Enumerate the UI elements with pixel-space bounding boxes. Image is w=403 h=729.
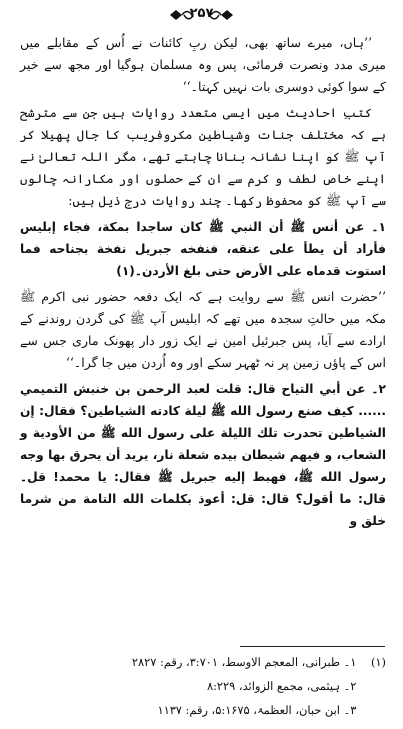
paragraph-quote-ending: ’’ہاں، میرے ساتھ بھی، لیکن ربِ کائنات نے اُس کے مقابلے میں میری مدد ونصرت فرمائی، پس وہ مسلمان ہوگیا اور مجھ سے خیر کے سوا کوئی دوسری بات نہیں کہتا۔‘‘ <box>20 35 386 94</box>
paragraph-intro: کتبِ احادیث میں ایسی متعدد روایات ہیں جن سے مترشح ہے کہ مختلف جنات وشیاطین مکروفریب کا جال پھیلا کر آپ ﷺ کو اپنا نشانہ بنانا چاہتے تھے، مگر اللہ تعالیٰ نے اپنے خاص لطف و کرم سے ان کے حملوں اور مکارانہ چالوں سے آپ ﷺ کو محفوظ رکھا۔ چند روایات درج ذیل ہیں: <box>20 105 386 208</box>
hadith-translation-1: ’’حضرت انس ﷺ سے روایت ہے کہ ایک دفعہ حضور نبی اکرم ﷺ مکہ میں حالتِ سجدہ میں تھے کہ ابلیس آپ ﷺ کی گردن روندنے کے ارادے سے آیا، پس جبرئیل امین نے ایک زور دار پھونک ماری جس سے اس کے پاؤں زمین پر نہ ٹھہر سکے اور وہ اُردن میں جا گرا۔‘‘ <box>20 289 386 370</box>
footnote-item <box>20 698 386 722</box>
footnote-separator <box>240 646 385 647</box>
footnote-item <box>20 674 386 698</box>
hadith-arabic-1: ۱۔ عن أنس ﷺ أن النبي ﷺ كان ساجدا بمكة، فجاء إبليس فأراد أن يطأ على عنقه، فنفخه جبريل نفخة بجناحه فما استوت قدماه على الأرض حتى بلغ الأردن۔(۱) <box>20 220 386 278</box>
footnote-marker: (۱) <box>370 655 386 669</box>
page-header <box>0 4 403 26</box>
footnote-text: ۱۔ طبرانی، المعجم الاوسط، ۳:۷۰۱، رقم: ۲۸۲۷ <box>131 655 357 669</box>
footnotes <box>20 650 386 722</box>
page-body <box>20 32 386 532</box>
footnote-text: ۲۔ ہیثمی، مجمع الزوائد، ۸:۲۲۹ <box>206 679 357 693</box>
hadith-arabic-2: ۲۔ عن أبي التياح قال: قلت لعبد الرحمن بن خنبش التميمي ...... كيف صنع رسول الله ﷺ ليلة كادته الشياطين؟ فقال: إن الشياطين تحدرت تلك الليلة على رسول الله ﷺ من الأودية و الشعاب، و فيهم شيطان بيده شعلة نار، يريد أن يحرق بها وجه رسول الله ﷺ، فهبط إليه جبريل ﷺ فقال: يا محمد! قل۔ قال: ما أقول؟ قال: قل: أعوذ بكلمات الله التامة من شرما خلق و <box>20 382 386 528</box>
page-number: ۲۵۷ <box>189 6 214 21</box>
footnote-text: ۳۔ ابن حبان، العظمۃ، ۵:۱۶۷۵، رقم: ۱۱۳۷ <box>157 703 357 717</box>
footnote-item <box>20 650 386 674</box>
